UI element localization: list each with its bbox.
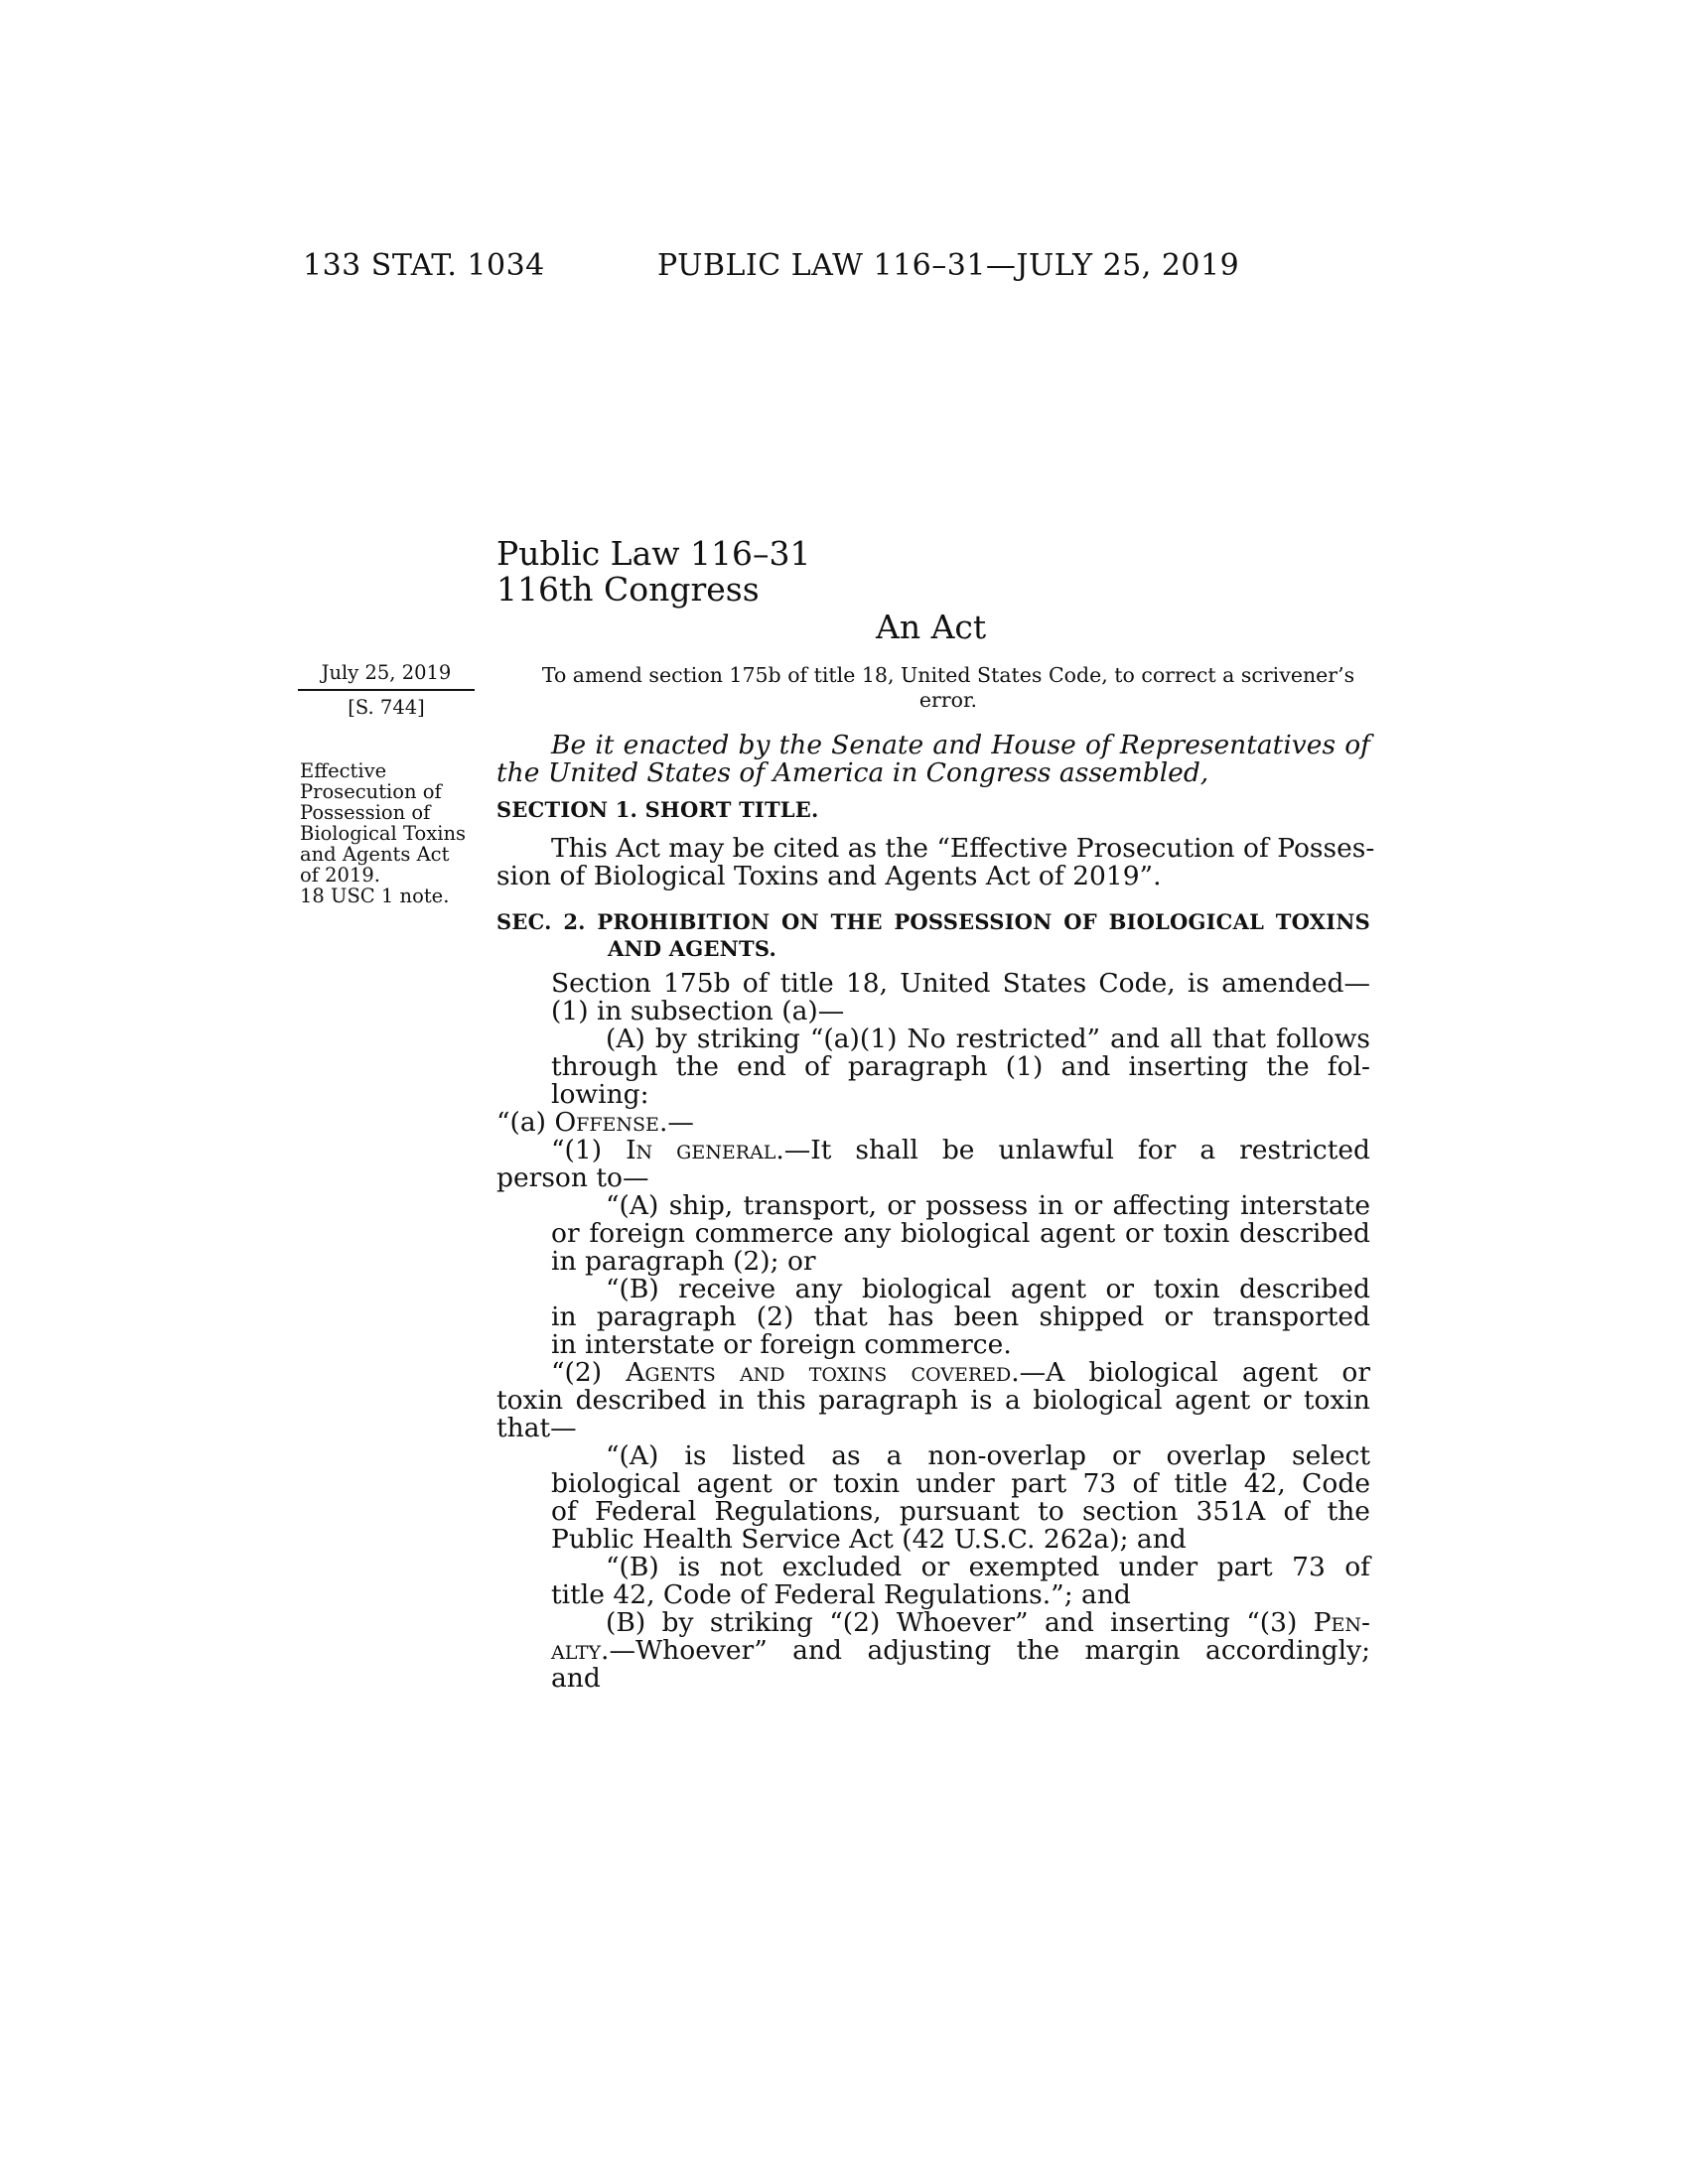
text-line: or foreign commerce any biological agent or toxin described — [551, 1218, 1370, 1249]
text-line: “(B) is not excluded or exempted under part 73 of — [606, 1552, 1370, 1582]
text-line: in paragraph (2) that has been shipped or transported — [551, 1301, 1370, 1332]
text-line: sion of Biological Toxins and Agents Act of 2019”. — [496, 861, 1162, 891]
offense-line: “(a) Offense.— — [496, 1107, 694, 1138]
stat-page-number: 133 STAT. 1034 — [303, 248, 545, 283]
section-2-text — [496, 970, 1370, 1693]
text-line: that— — [496, 1413, 577, 1443]
margin-note-line: Prosecution of — [300, 780, 442, 803]
public-law-number: Public Law 116–31 — [496, 534, 811, 573]
text-line: biological agent or toxin under part 73 of title 42, Code — [551, 1468, 1370, 1499]
text-line: (A) by striking “(a)(1) No restricted” and all that follows — [606, 1024, 1370, 1054]
margin-short-title-note — [300, 760, 477, 906]
purpose-line: To amend section 175b of title 18, United States Code, to correct a scrivener’s — [541, 663, 1355, 687]
section-1-text — [496, 833, 1375, 891]
margin-note-line: Biological Toxins — [300, 822, 467, 845]
congress-number: 116th Congress — [496, 570, 760, 609]
an-act-heading: An Act — [876, 608, 987, 646]
text-line: in interstate or foreign commerce. — [551, 1329, 1012, 1360]
margin-note-line: of 2019. — [300, 864, 380, 887]
purpose-line: error. — [918, 688, 978, 712]
running-head-title: PUBLIC LAW 116–31—JULY 25, 2019 — [657, 248, 1240, 283]
text-line: in paragraph (2); or — [551, 1246, 816, 1277]
text-line: Section 175b of title 18, United States Code, is amended— — [551, 968, 1370, 999]
text-line: “(A) is listed as a non-overlap or overlap select — [606, 1440, 1370, 1471]
text-line: person to— — [496, 1162, 649, 1193]
text-line: (1) in subsection (a)— — [551, 996, 845, 1026]
enacting-line: the United States of America in Congress assembled, — [496, 757, 1209, 788]
text-line: title 42, Code of Federal Regulations.”; and — [551, 1579, 1131, 1610]
enacting-clause — [496, 732, 1370, 787]
agents-covered-line: “(2) Agents and toxins covered.—A biological agent or — [551, 1357, 1371, 1388]
heading-line: SEC. 2. PROHIBITION ON THE POSSESSION OF BIOLOGICAL TOXINS — [496, 909, 1370, 934]
enacting-line: Be it enacted by the Senate and House of Representatives of — [551, 730, 1370, 760]
heading-line: AND AGENTS. — [608, 936, 776, 961]
margin-date: July 25, 2019 — [298, 662, 475, 691]
text-line: toxin described in this paragraph is a biological agent or toxin — [496, 1385, 1370, 1416]
section-1-heading: SECTION 1. SHORT TITLE. — [496, 797, 819, 822]
text-line: “(B) receive any biological agent or toxin described — [606, 1274, 1370, 1304]
margin-note-line: Effective — [300, 759, 387, 782]
text-line: This Act may be cited as the “Effective Prosecution of Posses- — [551, 833, 1375, 864]
text-line: “(A) ship, transport, or possess in or affecting interstate — [606, 1190, 1370, 1221]
text-line: and — [551, 1663, 601, 1694]
margin-bill-number: [S. 744] — [348, 696, 425, 719]
margin-note-line: 18 USC 1 note. — [300, 885, 450, 907]
text-line: Public Health Service Act (42 U.S.C. 262a); and — [551, 1524, 1187, 1555]
penalty-line: alty.—Whoever” and adjusting the margin accordingly; — [551, 1635, 1370, 1666]
in-general-line: “(1) In general.—It shall be unlawful for a restricted — [551, 1135, 1371, 1165]
act-purpose — [541, 663, 1355, 713]
margin-note-line: and Agents Act — [300, 843, 450, 866]
text-line: of Federal Regulations, pursuant to section 351A of the — [551, 1496, 1370, 1527]
text-line: lowing: — [551, 1079, 649, 1110]
text-line: through the end of paragraph (1) and inserting the fol- — [551, 1051, 1370, 1082]
section-2-heading — [496, 908, 1370, 962]
penalty-line: (B) by striking “(2) Whoever” and inserting “(3) Pen- — [606, 1607, 1370, 1638]
margin-note-line: Possession of — [300, 801, 431, 824]
